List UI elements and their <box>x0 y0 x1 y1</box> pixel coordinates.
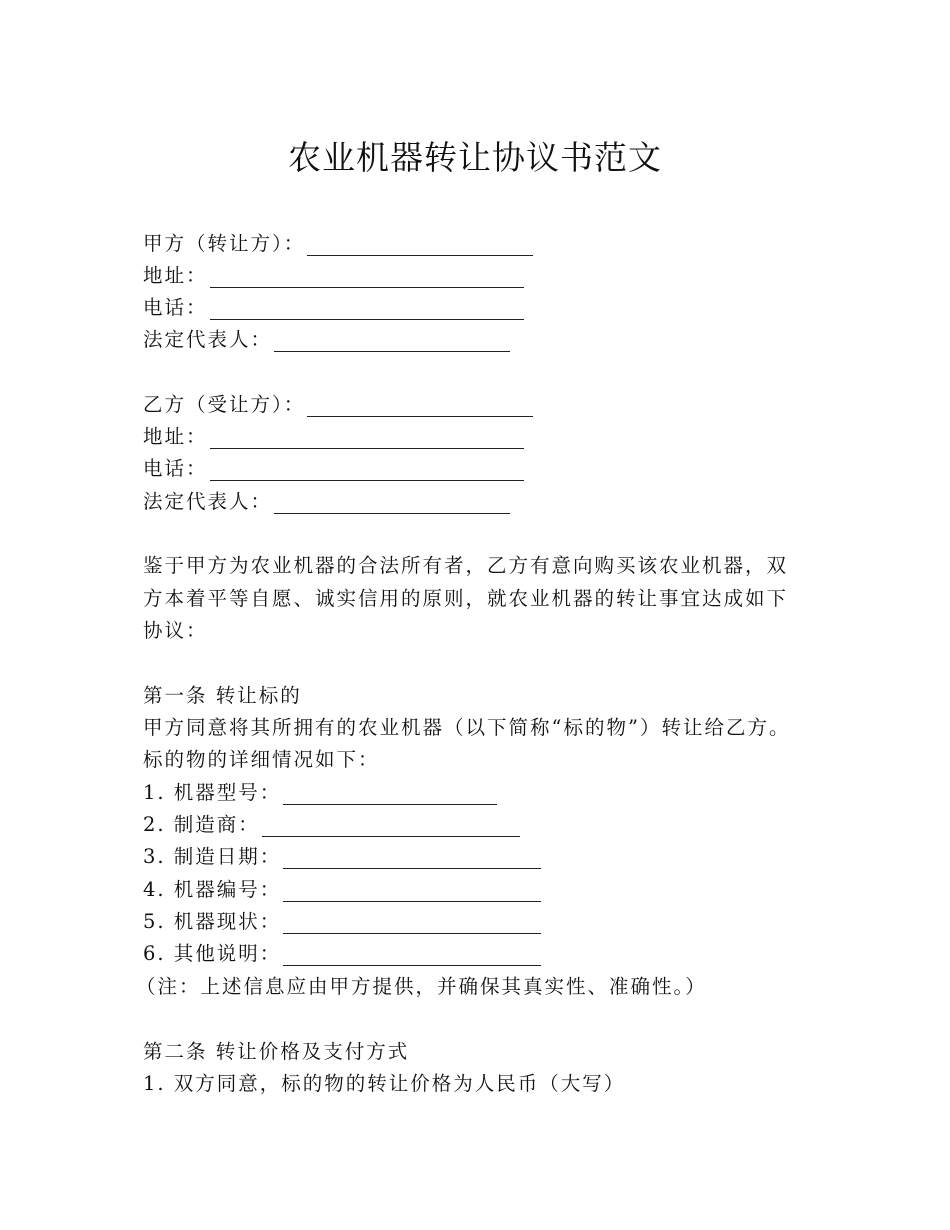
party-b-address-label: 地址： <box>143 425 208 448</box>
document-title: 农业机器转让协议书范文 <box>288 138 662 177</box>
party-b-name-line <box>143 389 533 421</box>
party-b-address-blank <box>210 428 524 449</box>
party-a-name-blank <box>307 235 533 256</box>
article-2-heading: 第二条 转让价格及支付方式 <box>143 1040 410 1063</box>
party-b-name-blank <box>307 396 533 417</box>
party-b-name-label: 乙方（受让方）： <box>143 393 306 416</box>
article-1-item-blank <box>283 945 541 966</box>
party-a-phone-line <box>143 292 524 324</box>
party-a-name-label: 甲方（转让方）： <box>143 232 306 255</box>
party-a-phone-blank <box>210 299 524 320</box>
article-1-item-label: 3. 制造日期： <box>143 845 282 868</box>
party-b-rep-line <box>143 486 510 518</box>
preamble-line: 协议： <box>143 619 208 642</box>
party-a-address-label: 地址： <box>143 264 208 287</box>
article-1-item-label: 6. 其他说明： <box>143 942 282 965</box>
article-1-intro: 甲方同意将其所拥有的农业机器（以下简称“标的物”）转让给乙方。 <box>143 716 791 739</box>
article-1-item <box>143 938 541 970</box>
article-1-item-label: 4. 机器编号： <box>143 878 282 901</box>
article-1-item-label: 5. 机器现状： <box>143 910 282 933</box>
party-a-address-blank <box>210 267 524 288</box>
article-1-item <box>143 841 541 873</box>
preamble-line: 鉴于甲方为农业机器的合法所有者，乙方有意向购买该农业机器，双 <box>143 554 789 577</box>
party-a-address-line <box>143 260 524 292</box>
article-1-note: （注：上述信息应由甲方提供，并确保其真实性、准确性。） <box>136 975 707 998</box>
article-1-item-blank <box>283 881 541 902</box>
party-b-rep-blank <box>274 493 510 514</box>
article-1-item-label: 1. 机器型号： <box>143 781 282 804</box>
party-b-phone-label: 电话： <box>143 457 208 480</box>
article-1-item-label: 2. 制造商： <box>143 813 260 836</box>
article-1-heading: 第一条 转让标的 <box>143 684 302 707</box>
article-1-item-blank <box>283 913 541 934</box>
party-b-address-line <box>143 421 524 453</box>
article-1-item-blank <box>283 848 541 869</box>
article-1-item-blank <box>283 784 497 805</box>
party-a-rep-blank <box>274 331 510 352</box>
party-a-phone-label: 电话： <box>143 296 208 319</box>
party-a-rep-line <box>143 324 510 356</box>
article-1-item <box>143 809 520 841</box>
party-b-rep-label: 法定代表人： <box>143 490 273 513</box>
article-1-intro: 标的物的详细情况如下： <box>143 748 380 771</box>
article-2-item: 1. 双方同意，标的物的转让价格为人民币（大写） <box>143 1072 626 1095</box>
article-1-item <box>143 777 497 809</box>
article-1-item <box>143 874 541 906</box>
party-b-phone-blank <box>210 460 524 481</box>
article-1-item-blank <box>262 816 520 837</box>
party-b-phone-line <box>143 453 524 485</box>
party-a-name-line <box>143 228 533 260</box>
preamble-line: 方本着平等自愿、诚实信用的原则，就农业机器的转让事宜达成如下 <box>143 587 789 610</box>
party-a-rep-label: 法定代表人： <box>143 328 273 351</box>
article-1-item <box>143 906 541 938</box>
